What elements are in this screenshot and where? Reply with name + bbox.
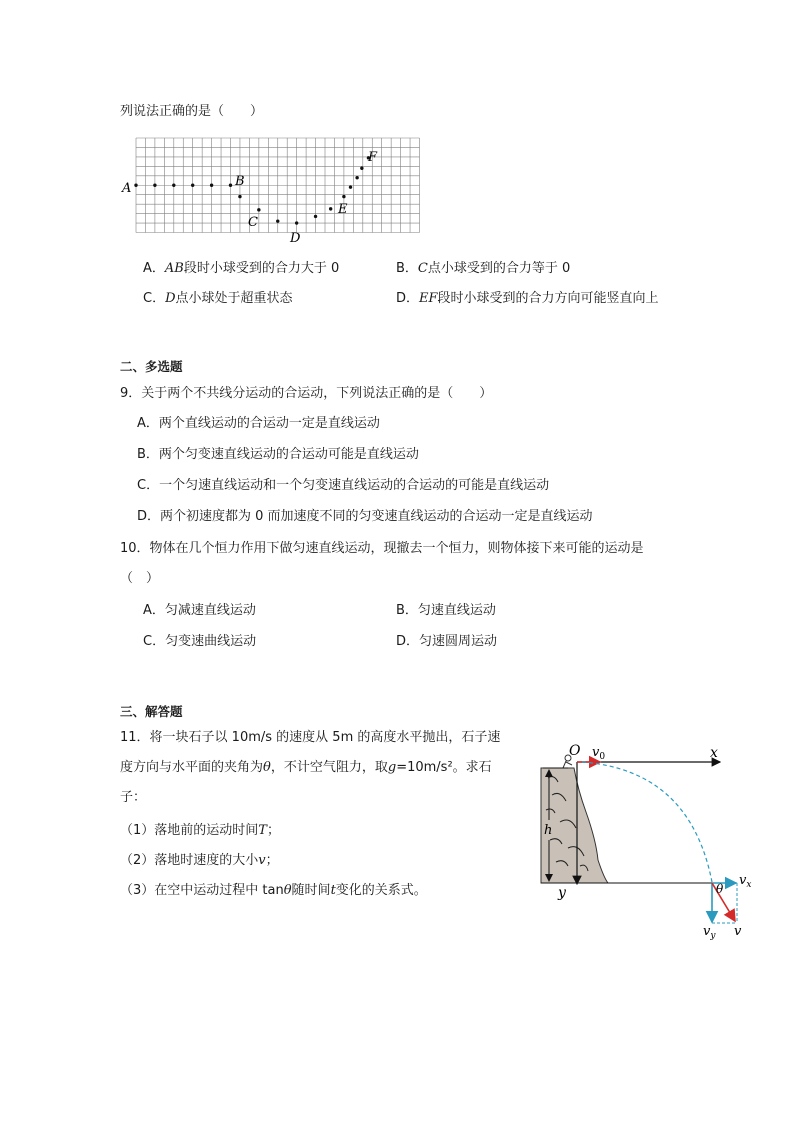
- q10-option-a: A．匀减速直线运动: [143, 603, 256, 618]
- option-letter: A．: [143, 261, 165, 276]
- var-t: t: [330, 883, 336, 898]
- q10-option-d: D．匀速圆周运动: [396, 634, 498, 649]
- text: 度方向与水平面的夹角为: [120, 760, 264, 775]
- text: （1）落地前的运动时间: [120, 823, 259, 838]
- q11-part2: [120, 852, 279, 870]
- label-v0: $v_0$: [592, 745, 606, 762]
- trajectory-dot: [153, 184, 156, 187]
- text: ；: [265, 853, 279, 868]
- text: ，不计空气阻力，取: [270, 760, 388, 775]
- label-A: A: [122, 181, 132, 196]
- label-y: y: [558, 885, 566, 901]
- q8-option-d: [396, 290, 659, 308]
- option-letter: D．: [396, 291, 420, 306]
- q11-part3: [120, 882, 427, 900]
- option-text: 点小球受到的合力等于 0: [427, 261, 571, 276]
- label-F: F: [368, 150, 378, 165]
- option-text: 段时小球受到的合力大于 0: [183, 261, 340, 276]
- trajectory-dot: [329, 207, 332, 210]
- q8-option-b: [396, 260, 570, 278]
- projectile-figure: [535, 735, 760, 945]
- label-B: B: [235, 174, 245, 189]
- trajectory-dot: [314, 215, 317, 218]
- trajectory-dot: [295, 221, 298, 224]
- trajectory-dot: [349, 185, 352, 188]
- var-T: T: [258, 823, 267, 838]
- var-v: v: [258, 853, 266, 868]
- trajectory-dot: [191, 184, 194, 187]
- option-var: EF: [419, 291, 438, 306]
- label-E: E: [338, 202, 348, 217]
- q10-option-c: C．匀变速曲线运动: [143, 634, 257, 649]
- text: =10m/s²。求石: [396, 760, 492, 775]
- q10-stem: 10．物体在几个恒力作用下做匀速直线运动，现撤去一个恒力，则物体接下来可能的运动是: [120, 541, 644, 556]
- label-vx: $v_x$: [739, 873, 752, 890]
- option-letter: B．: [396, 261, 418, 276]
- q9-stem: 9．关于两个不共线分运动的合运动，下列说法正确的是（ ）: [120, 386, 493, 401]
- trajectory-curve: [582, 762, 712, 882]
- q9-option-d: D．两个初速度都为 0 而加速度不同的匀变速直线运动的合运动一定是直线运动: [137, 509, 593, 524]
- trajectory-dot: [229, 184, 232, 187]
- section-title-solution: 三、解答题: [120, 704, 183, 719]
- q8-grid-figure: [118, 135, 428, 250]
- option-text: 段时小球受到的合力方向可能竖直向上: [437, 291, 659, 306]
- text: （3）在空中运动过程中 tan: [120, 883, 284, 898]
- trajectory-dot: [210, 184, 213, 187]
- q8-stem-tail: 列说法正确的是（ ）: [120, 104, 264, 119]
- label-C: C: [248, 215, 258, 230]
- q11-line1: 11．将一块石子以 10m/s 的速度从 5m 的高度水平抛出，石子速: [120, 730, 501, 745]
- var-theta: θ: [263, 760, 271, 775]
- text: （2）落地时速度的大小: [120, 853, 259, 868]
- q11-part1: [120, 822, 280, 840]
- var-theta: θ: [283, 883, 292, 898]
- var-g: g: [387, 760, 397, 775]
- label-O: O: [569, 743, 581, 759]
- trajectory-dot: [238, 195, 241, 198]
- text: 变化的关系式。: [335, 883, 427, 898]
- label-x: x: [710, 745, 718, 761]
- trajectory-dot: [257, 208, 260, 211]
- trajectory-dot: [172, 184, 175, 187]
- label-v: v: [734, 924, 742, 939]
- option-text: 点小球处于超重状态: [175, 291, 293, 306]
- label-vy: $v_y$: [703, 924, 716, 941]
- text: ；: [266, 823, 280, 838]
- q11-line2: [120, 759, 492, 777]
- trajectory-dot: [276, 219, 279, 222]
- trajectory-dot: [355, 176, 358, 179]
- trajectory-dot: [342, 195, 345, 198]
- q10-stem-cont: （ ）: [120, 571, 160, 586]
- q9-option-b: B．两个匀变速直线运动的合运动可能是直线运动: [137, 447, 419, 462]
- q10-option-b: B．匀速直线运动: [396, 603, 496, 618]
- trajectory-dot: [360, 167, 363, 170]
- q9-option-a: A．两个直线运动的合运动一定是直线运动: [137, 416, 380, 431]
- label-D: D: [290, 231, 301, 246]
- q11-line3: 子：: [120, 790, 147, 805]
- option-letter: C．: [143, 291, 166, 306]
- q8-option-c: [143, 290, 293, 308]
- q8-option-a: [143, 260, 339, 278]
- section-title-multiple-choice: 二、多选题: [120, 359, 183, 374]
- option-var: AB: [164, 261, 184, 276]
- option-var: D: [165, 291, 176, 306]
- label-theta: θ: [716, 882, 724, 896]
- q9-option-c: C．一个匀速直线运动和一个匀变速直线运动的合运动的可能是直线运动: [137, 478, 550, 493]
- trajectory-dot: [134, 184, 137, 187]
- label-h: h: [544, 823, 553, 838]
- text: 随时间: [291, 883, 331, 898]
- option-var: C: [417, 261, 428, 276]
